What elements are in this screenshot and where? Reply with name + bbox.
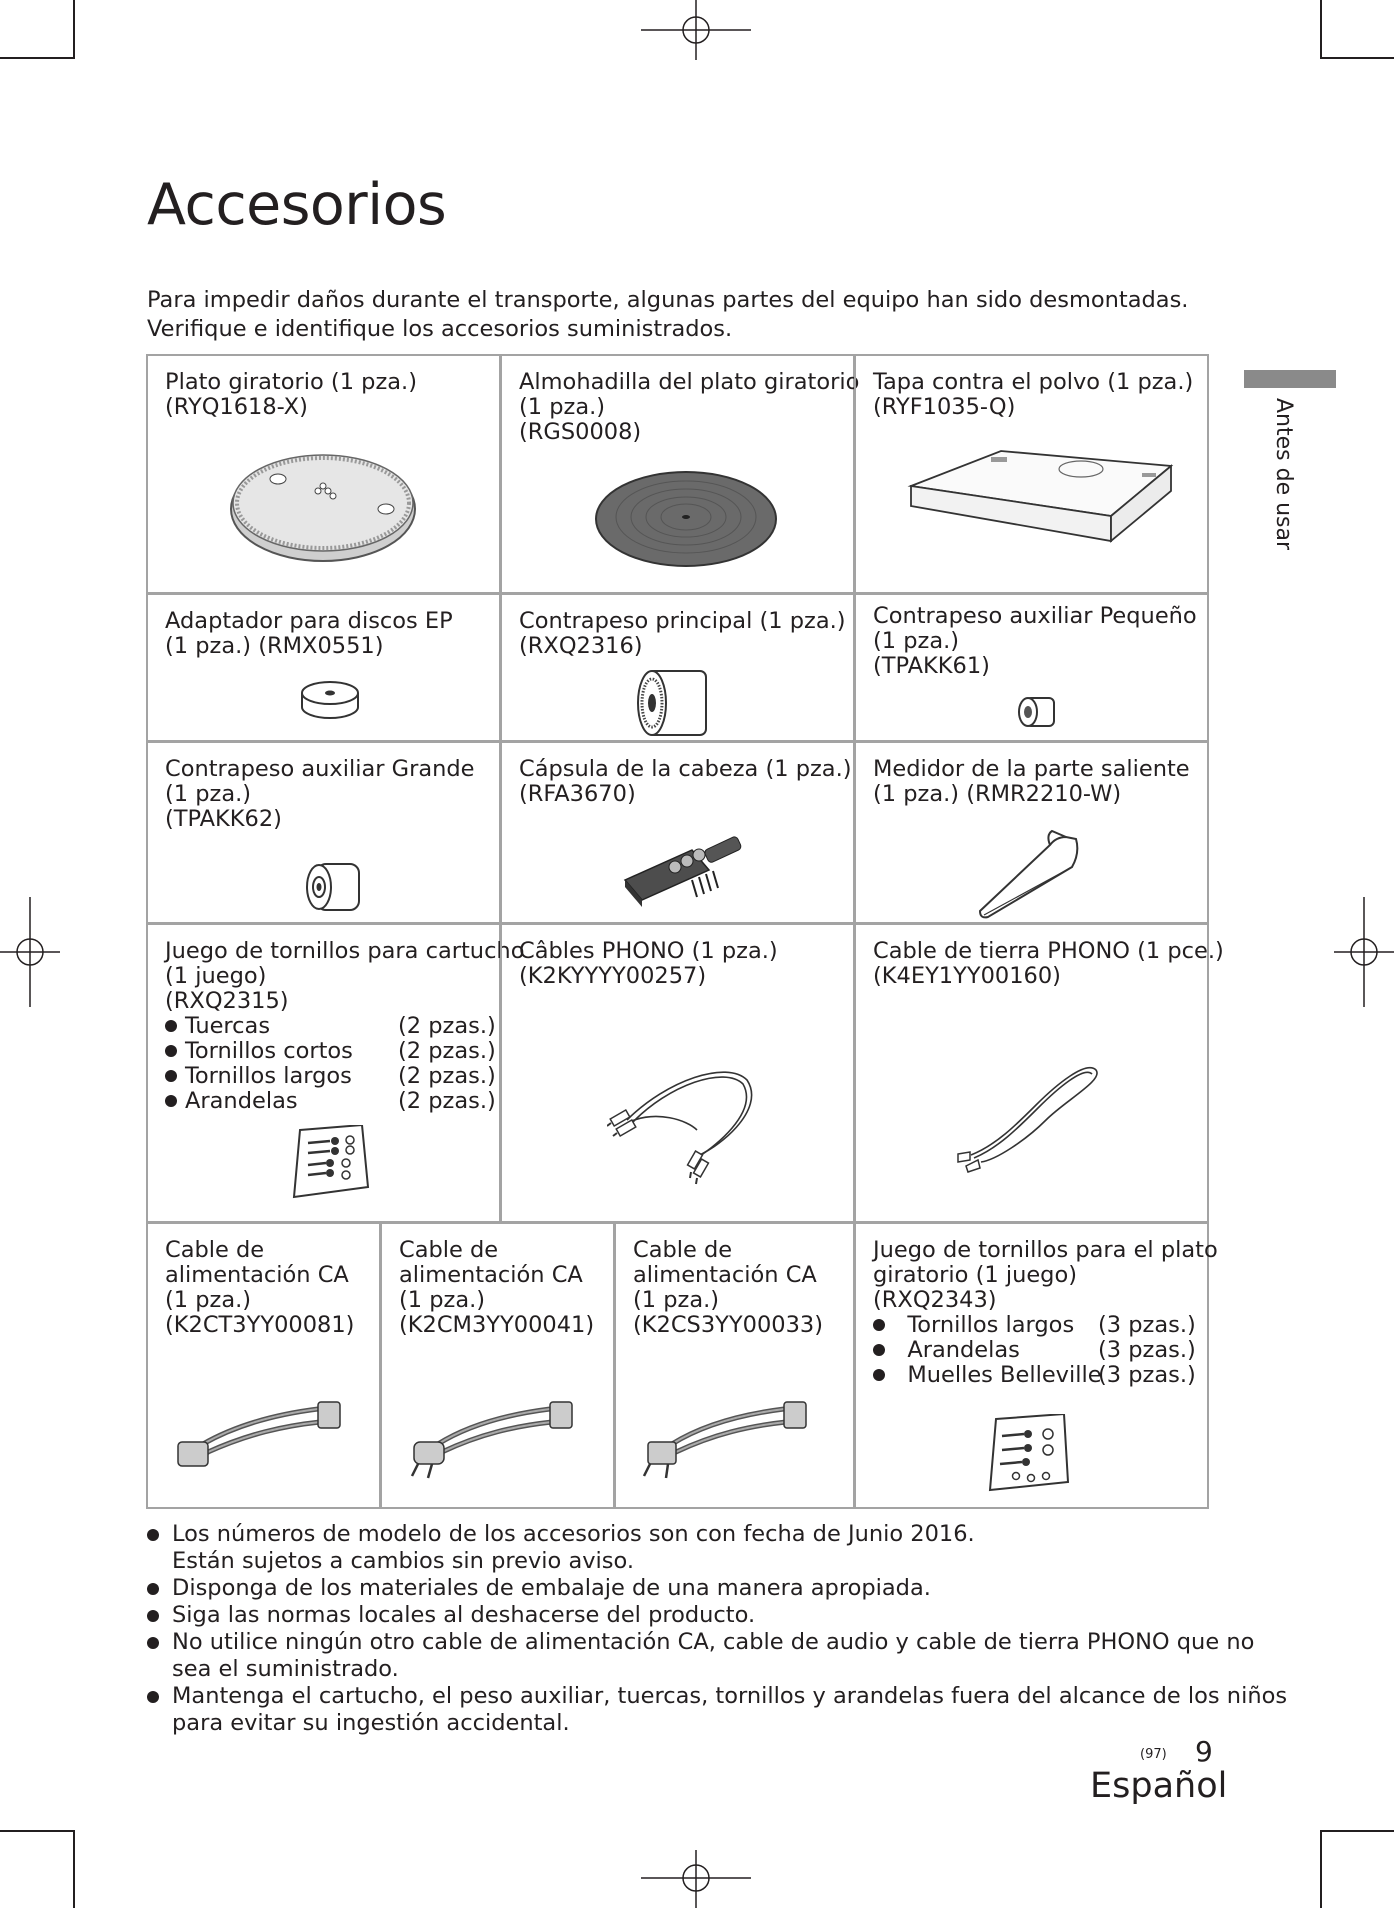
item-code: (RYQ1618-X) (165, 394, 308, 420)
list-item (165, 1089, 505, 1114)
item-code: (RXQ2316) (519, 633, 643, 659)
accessory-ep-adapter (146, 593, 501, 742)
note-line: Siga las normas locales al deshacerse del producto. (172, 1602, 756, 1628)
item-qty: (1 pza.) (633, 1287, 720, 1313)
aux-weight-small-illustration (1016, 695, 1058, 729)
accessory-dust-cover (854, 354, 1209, 594)
item-code: (1 pza.) (RMX0551) (165, 633, 384, 659)
item-code: (RYF1035-Q) (873, 394, 1016, 420)
accessory-cartridge-screws (146, 923, 525, 1223)
mat-illustration (594, 469, 779, 569)
accessory-turntable-mat (500, 354, 860, 594)
crop-mark (0, 57, 75, 59)
part-name: Muelles Belleville (907, 1362, 1102, 1388)
item-name: Medidor de la parte saliente (873, 756, 1190, 782)
list-item (873, 1363, 1213, 1388)
item-name: Juego de tornillos para cartucho (165, 938, 525, 964)
item-qty: (1 juego) (165, 963, 267, 989)
list-item (165, 1039, 505, 1064)
item-name: Contrapeso auxiliar Grande (165, 756, 475, 782)
phono-cables-illustration (607, 1050, 757, 1185)
item-name: Contrapeso principal (1 pza.) (519, 608, 846, 634)
accessory-phono-ground (854, 923, 1224, 1223)
item-qty: (1 pza.) (165, 781, 252, 807)
crop-mark (1320, 1830, 1394, 1832)
overhang-gauge-illustration (976, 823, 1086, 921)
list-item (165, 1064, 505, 1089)
note-line: No utilice ningún otro cable de alimentación CA, cable de audio y cable de tierra PHONO que no (172, 1629, 1255, 1655)
item-name: Cable de (399, 1237, 499, 1263)
part-qty: (3 pzas.) (1098, 1362, 1196, 1388)
item-code: (RFA3670) (519, 781, 636, 807)
accessory-ac-cord-3 (614, 1222, 855, 1509)
ac-cord-eu-illustration (400, 1384, 575, 1484)
accessory-aux-weight-large (146, 741, 501, 924)
item-name: Cable de (165, 1237, 265, 1263)
part-name: Arandelas (907, 1337, 1020, 1363)
item-code: (K2CS3YY00033) (633, 1312, 823, 1338)
item-code: (RXQ2343) (873, 1287, 997, 1313)
list-item (873, 1338, 1213, 1363)
crop-mark (1320, 57, 1394, 59)
crop-mark (1320, 1830, 1322, 1908)
note-item (147, 1683, 1288, 1737)
aux-weight-large-illustration (303, 861, 363, 913)
section-tab-marker (1244, 370, 1336, 388)
intro-line: Para impedir daños durante el transporte, algunas partes del equipo han sido desmontadas. (147, 287, 1189, 313)
screw-pack-illustration (290, 1125, 370, 1200)
note-item (147, 1629, 1255, 1683)
crop-mark (1320, 0, 1322, 59)
item-code: (K2CT3YY00081) (165, 1312, 355, 1338)
part-name: Tornillos cortos (185, 1038, 353, 1064)
item-qty: giratorio (1 juego) (873, 1262, 1078, 1288)
accessory-main-weight (500, 593, 855, 742)
crop-mark (0, 1830, 75, 1832)
page-reference: (97) (1140, 1747, 1167, 1762)
item-name: Cable de tierra PHONO (1 pce.) (873, 938, 1224, 964)
accessory-platter (146, 354, 501, 594)
note-item (147, 1575, 1207, 1602)
item-name: Tapa contra el polvo (1 pza.) (873, 369, 1194, 395)
item-name: Câbles PHONO (1 pza.) (519, 938, 778, 964)
accessory-overhang-gauge (854, 741, 1209, 924)
part-qty: (3 pzas.) (1098, 1312, 1196, 1338)
accessory-headshell (500, 741, 855, 924)
ac-cord-uk-illustration (168, 1384, 343, 1479)
platter-screws-list (873, 1313, 1213, 1388)
part-qty: (3 pzas.) (1098, 1337, 1196, 1363)
item-name: alimentación CA (165, 1262, 349, 1288)
list-item (873, 1313, 1213, 1338)
accessory-platter-screws (854, 1222, 1218, 1509)
accessory-ac-cord-1 (146, 1222, 381, 1509)
item-name: Almohadilla del plato giratorio (519, 369, 860, 395)
page-number: 9 (1195, 1735, 1213, 1768)
item-name: alimentación CA (399, 1262, 583, 1288)
part-name: Tornillos largos (907, 1312, 1075, 1338)
part-name: Arandelas (185, 1088, 298, 1114)
cartridge-screws-list (165, 1014, 505, 1114)
language-label: Español (1090, 1766, 1228, 1806)
note-item (147, 1521, 1207, 1575)
part-qty: (2 pzas.) (398, 1088, 496, 1114)
part-name: Tuercas (185, 1013, 271, 1039)
platter-illustration (228, 441, 418, 566)
accessory-ac-cord-2 (380, 1222, 615, 1509)
main-weight-illustration (632, 667, 722, 739)
crop-mark (73, 1830, 75, 1908)
ac-cord-cn-illustration (634, 1384, 809, 1484)
item-name: Contrapeso auxiliar Pequeño (873, 603, 1197, 629)
page-title: Accesorios (147, 172, 447, 238)
dust-cover-illustration (906, 441, 1176, 556)
section-tab-label: Antes de usar (1271, 398, 1296, 551)
note-line: para evitar su ingestión accidental. (172, 1710, 570, 1736)
part-qty: (2 pzas.) (398, 1063, 496, 1089)
accessory-phono-cables (500, 923, 855, 1223)
item-qty: (1 pza.) (165, 1287, 252, 1313)
item-code: (RGS0008) (519, 419, 642, 445)
registration-mark (641, 1850, 751, 1908)
note-line: Disponga de los materiales de embalaje de una manera apropiada. (172, 1575, 931, 1601)
crop-mark (73, 0, 75, 59)
registration-mark (1334, 897, 1394, 1007)
item-code: (TPAKK62) (165, 806, 282, 832)
item-name: Cable de (633, 1237, 733, 1263)
registration-mark (0, 897, 60, 1007)
item-code: (1 pza.) (RMR2210-W) (873, 781, 1122, 807)
note-line: Los números de modelo de los accesorios son con fecha de Junio 2016. (172, 1521, 975, 1547)
accessories-table (147, 355, 1224, 1509)
item-name: Plato giratorio (1 pza.) (165, 369, 417, 395)
accessory-aux-weight-small (854, 593, 1209, 742)
item-name: Adaptador para discos EP (165, 608, 453, 634)
item-name: Juego de tornillos para el plato (873, 1237, 1218, 1263)
registration-mark (641, 0, 751, 60)
item-code: (K2CM3YY00041) (399, 1312, 595, 1338)
headshell-illustration (617, 825, 747, 915)
item-code: (TPAKK61) (873, 653, 990, 679)
intro-line: Verifique e identifique los accesorios suministrados. (147, 316, 733, 342)
screw-pack-illustration (986, 1414, 1071, 1494)
list-item (165, 1014, 505, 1039)
ground-cable-illustration (956, 1050, 1106, 1175)
note-line: sea el suministrado. (172, 1656, 399, 1682)
item-code: (RXQ2315) (165, 988, 289, 1014)
item-qty: (1 pza.) (873, 628, 960, 654)
item-name: Cápsula de la cabeza (1 pza.) (519, 756, 852, 782)
ep-adapter-illustration (300, 679, 360, 721)
note-item (147, 1602, 1207, 1629)
notes-list (147, 1521, 1288, 1737)
note-line: Están sujetos a cambios sin previo aviso. (172, 1548, 635, 1574)
item-qty: (1 pza.) (399, 1287, 486, 1313)
item-code: (K2KYYYY00257) (519, 963, 707, 989)
item-code: (K4EY1YY00160) (873, 963, 1061, 989)
note-line: Mantenga el cartucho, el peso auxiliar, tuercas, tornillos y arandelas fuera del alcance de los niños (172, 1683, 1288, 1709)
part-qty: (2 pzas.) (398, 1038, 496, 1064)
part-name: Tornillos largos (185, 1063, 352, 1089)
intro-text (147, 286, 1188, 344)
item-name: alimentación CA (633, 1262, 817, 1288)
item-qty: (1 pza.) (519, 394, 606, 420)
part-qty: (2 pzas.) (398, 1013, 496, 1039)
